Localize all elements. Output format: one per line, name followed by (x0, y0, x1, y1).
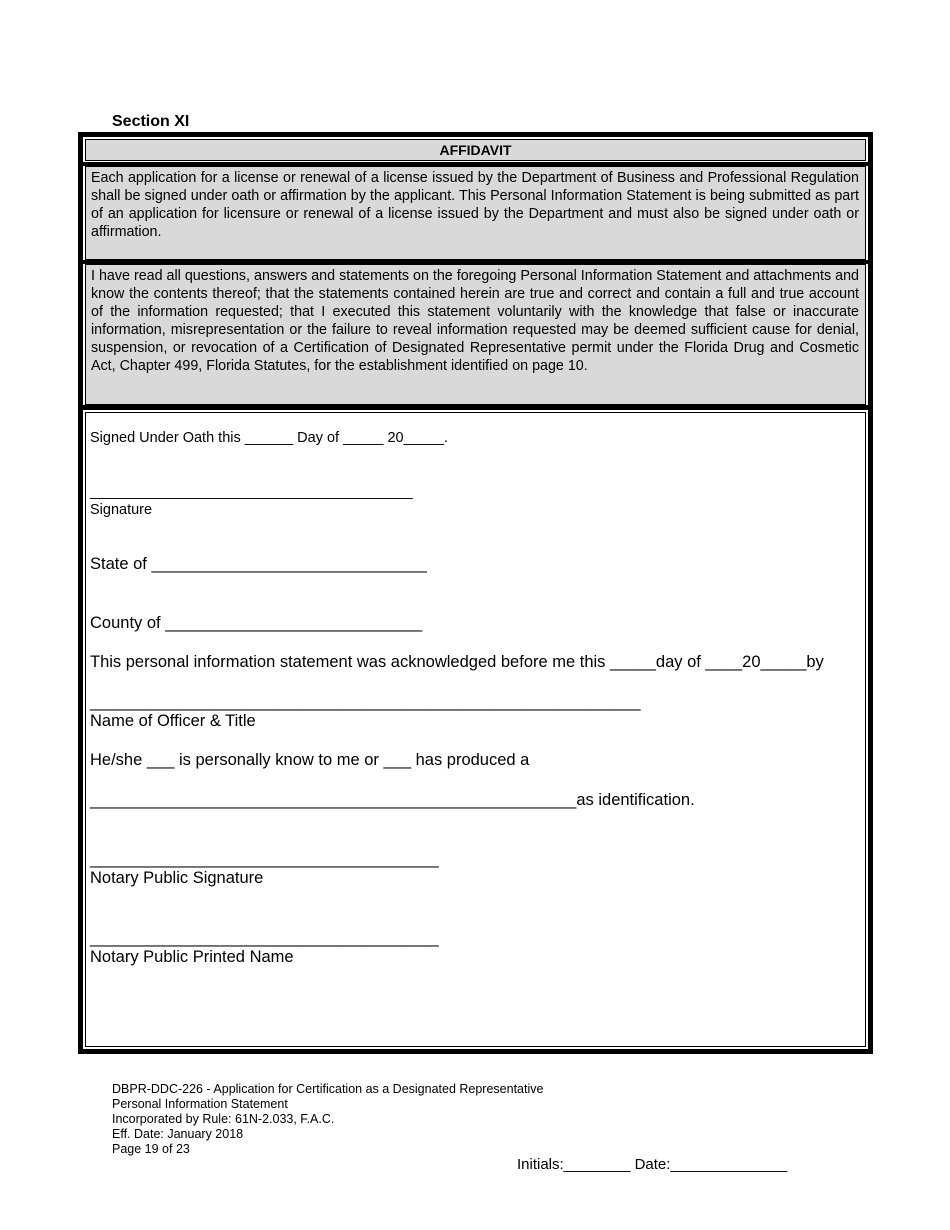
officer-label: Name of Officer & Title (90, 712, 256, 730)
section-title: Section XI (112, 113, 190, 130)
affidavit-paragraph-1: Each application for a license or renewal of a license issued by the Department of Business and Professional Regulation shall be signed under oath or affirmation by the applicant. This Personal Information Statement is being submitted as part of an application for licensure or renewal of a license issued by the Department and must also be signed under oath or affirmation. (85, 166, 866, 260)
initials-date-field[interactable]: Initials:________ Date:______________ (517, 1156, 788, 1173)
footer-rule: Incorporated by Rule: 61N-2.033, F.A.C. (112, 1112, 335, 1126)
notary-signature-label: Notary Public Signature (90, 869, 264, 887)
identification-field[interactable]: _____________________________________________________as identification. (90, 791, 695, 809)
footer (112, 1082, 543, 1157)
signed-under-oath-line[interactable]: Signed Under Oath this ______ Day of _____ 20_____. (90, 430, 448, 446)
county-of-field[interactable]: County of ____________________________ (90, 614, 423, 632)
officer-line[interactable]: ____________________________________________________________ (90, 693, 641, 711)
signature-label: Signature (90, 502, 153, 518)
footer-form-number: DBPR-DDC-226 - Application for Certification as a Designated Representative (112, 1082, 544, 1096)
state-of-field[interactable]: State of ______________________________ (90, 555, 427, 573)
affidavit-paragraph-2: I have read all questions, answers and statements on the foregoing Personal Information Statement and attachments and know the contents thereof; that the statements contained herein are true and correct and contain a full and true account of the information requested; that I executed this statement voluntarily with the knowledge that false or inaccurate information, misrepresentation or the failure to reveal information requested may be deemed sufficient cause for denial, suspension, or revocation of a Certification of Designated Representative permit under the Florida Drug and Cosmetic Act, Chapter 499, Florida Statutes, for the establishment identified on page 10. (85, 264, 866, 405)
signature-line[interactable]: ________________________________________ (90, 484, 413, 500)
footer-page-number: Page 19 of 23 (112, 1142, 190, 1156)
notary-name-label: Notary Public Printed Name (90, 948, 294, 966)
footer-form-name: Personal Information Statement (112, 1097, 288, 1111)
affidavit-inner (83, 137, 868, 1049)
footer-eff-date: Eff. Date: January 2018 (112, 1127, 244, 1141)
divider (83, 405, 868, 410)
affidavit-frame (78, 132, 873, 1054)
affidavit-header: AFFIDAVIT (85, 139, 866, 161)
personally-known-statement[interactable]: He/she ___ is personally know to me or ___ has produced a (90, 751, 530, 769)
notary-name-line[interactable]: ______________________________________ (90, 929, 439, 947)
acknowledgement-statement[interactable]: This personal information statement was acknowledged before me this _____day of ____20_____by (90, 653, 824, 671)
notary-signature-line[interactable]: ______________________________________ (90, 850, 439, 868)
